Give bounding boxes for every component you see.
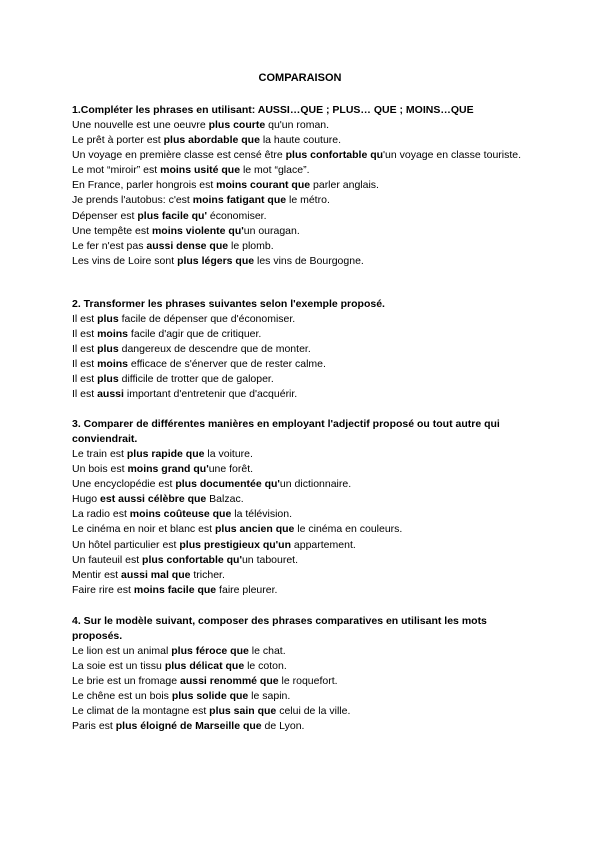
sentence-text: Mentir est xyxy=(72,568,122,581)
sentence-line xyxy=(72,507,532,522)
sentence-text: Il est xyxy=(72,373,98,386)
sentence-text: Une encyclopédie est xyxy=(72,478,176,491)
comparative-bold: plus confortable qu' xyxy=(142,553,242,566)
comparative-bold: plus facile qu' xyxy=(137,209,207,222)
sentence-text: un ouragan. xyxy=(243,224,300,237)
comparative-bold: est aussi célèbre que xyxy=(100,493,207,506)
sentence-text: Faire rire est xyxy=(72,583,134,596)
sentence-text: un tabouret. xyxy=(241,553,299,566)
sentence-text: Le chêne est un bois xyxy=(72,690,172,703)
sentence-line xyxy=(72,193,532,208)
sentence-line xyxy=(72,568,532,583)
sentence-text: appartement. xyxy=(290,538,356,551)
sentence-text: dangereux de descendre que de monter. xyxy=(118,343,311,356)
sentence-line xyxy=(72,689,532,704)
sentence-text: qu'un roman. xyxy=(265,119,330,131)
page-title: COMPARAISON xyxy=(258,72,342,84)
comparative-bold: plus féroce que xyxy=(171,645,249,657)
comparative-bold: plus délicat que xyxy=(164,660,245,673)
sentence-line xyxy=(72,342,532,357)
sentence-text: une forêt. xyxy=(208,463,254,476)
sentence-text: Il est xyxy=(72,328,98,341)
sentence-text: Il est xyxy=(72,313,98,325)
comparative-bold: plus légers que xyxy=(177,254,255,267)
comparative-bold: plus rapide que xyxy=(126,448,205,460)
comparative-bold: moins xyxy=(97,328,129,341)
sentence-text: facile d'agir que de critiquer. xyxy=(128,328,262,341)
sentence-line xyxy=(72,312,532,327)
sentence-line xyxy=(72,163,532,178)
comparative-bold: plus courte xyxy=(208,119,266,131)
sentence-text: 'un voyage en classe touriste. xyxy=(383,149,522,162)
sentence-line xyxy=(72,357,532,372)
sentence-text: celui de la ville. xyxy=(276,705,351,718)
section-2 xyxy=(72,297,532,403)
sentence-text: Le cinéma en noir et blanc est xyxy=(72,523,216,536)
sentence-text: Il est xyxy=(72,343,98,356)
sentence-line xyxy=(72,148,532,163)
sentence-text: La soie est un tissu xyxy=(72,660,165,673)
comparative-bold: plus xyxy=(97,343,119,356)
sentence-text: un dictionnaire. xyxy=(279,478,352,491)
section-3 xyxy=(72,417,532,598)
section-1 xyxy=(72,103,532,269)
sentence-text: Hugo xyxy=(72,493,101,506)
comparative-bold: plus éloigné de Marseille que xyxy=(115,720,262,733)
comparative-bold: aussi renommé que xyxy=(179,675,279,688)
sentence-line xyxy=(72,239,532,254)
sentence-line xyxy=(72,178,532,193)
sentence-text: En France, parler hongrois est xyxy=(72,179,217,192)
sentence-text: Une tempête est xyxy=(72,224,152,237)
sentence-text: Le fer n'est pas xyxy=(72,239,147,252)
sentence-text: Un voyage en première classe est censé être xyxy=(72,149,286,162)
comparative-bold: moins violente qu' xyxy=(151,224,244,237)
sentence-line xyxy=(72,477,532,492)
sentence-text: parler anglais. xyxy=(310,179,379,192)
comparative-bold: plus xyxy=(97,313,119,325)
sentence-text: le roquefort. xyxy=(278,675,338,688)
sentence-text: la haute couture. xyxy=(259,134,342,147)
sentence-text: Un bois est xyxy=(72,463,128,476)
sentence-line xyxy=(72,118,532,133)
sentence-text: Un hôtel particulier est xyxy=(72,538,180,551)
sentence-line xyxy=(72,522,532,537)
sentence-text: économiser. xyxy=(206,209,267,222)
sentence-text: le mot “glace”. xyxy=(240,164,310,177)
sentence-text: tricher. xyxy=(190,568,225,581)
comparative-bold: aussi mal que xyxy=(121,568,191,581)
sentence-text: Les vins de Loire sont xyxy=(72,254,178,267)
section-heading: 1.Compléter les phrases en utilisant: AUSSI…QUE ; PLUS… QUE ; MOINS…QUE xyxy=(72,104,474,116)
sentence-text: Le prêt à porter est xyxy=(72,134,164,147)
sentence-text: Le brie est un fromage xyxy=(72,675,180,688)
sentence-line xyxy=(72,492,532,507)
sentence-text: Un fauteuil est xyxy=(72,553,143,566)
sentence-line xyxy=(72,674,532,689)
sentence-text: difficile de trotter que de galoper. xyxy=(118,373,274,386)
sentence-text: la voiture. xyxy=(204,448,253,460)
comparative-bold: moins usité que xyxy=(160,164,241,177)
sentence-text: La radio est xyxy=(72,508,130,521)
sentence-text: Dépenser est xyxy=(72,209,138,222)
comparative-bold: plus solide que xyxy=(171,690,249,703)
section-heading: 2. Transformer les phrases suivantes selon l'exemple proposé. xyxy=(72,298,385,310)
sentence-text: le chat. xyxy=(248,645,286,657)
sentence-text: Le lion est un animal xyxy=(72,645,172,657)
sentence-text: Le train est xyxy=(72,448,127,460)
sentence-line xyxy=(72,209,532,224)
comparative-bold: plus xyxy=(97,373,119,386)
sentence-text: de Lyon. xyxy=(261,720,305,733)
sentence-text: Je prends l'autobus: c'est xyxy=(72,194,193,207)
sentence-line xyxy=(72,372,532,387)
comparative-bold: moins courant que xyxy=(216,179,311,192)
sentence-line xyxy=(72,659,532,674)
comparative-bold: moins fatigant que xyxy=(192,194,287,207)
sentence-line xyxy=(72,644,532,659)
sentence-line xyxy=(72,704,532,719)
sentence-text: Une nouvelle est une oeuvre xyxy=(72,119,209,131)
sentence-text: Il est xyxy=(72,388,98,401)
sentence-text: le plomb. xyxy=(228,239,274,252)
sentence-text: efficace de s'énerver que de rester calme. xyxy=(128,358,326,371)
sentence-text: faire pleurer. xyxy=(216,583,278,596)
sentence-text: les vins de Bourgogne. xyxy=(254,254,364,267)
sentence-text: le cinéma en couleurs. xyxy=(294,523,403,536)
sentence-text: facile de dépenser que d'économiser. xyxy=(118,313,296,325)
section-heading: 3. Comparer de différentes manières en employant l'adjectif proposé ou tout autre qui conviendrait. xyxy=(72,418,500,445)
sentence-line xyxy=(72,583,532,598)
comparative-bold: plus documentée qu' xyxy=(175,478,280,491)
comparative-bold: plus prestigieux qu'un xyxy=(179,538,291,551)
sentence-line xyxy=(72,224,532,239)
sentence-text: le sapin. xyxy=(248,690,291,703)
comparative-bold: plus abordable que xyxy=(163,134,260,147)
sentence-line xyxy=(72,254,532,269)
sentence-line xyxy=(72,553,532,568)
comparative-bold: plus confortable qu xyxy=(285,149,384,162)
sentence-text: Paris est xyxy=(72,720,116,733)
sentence-text: Le mot “miroir” est xyxy=(72,164,161,177)
comparative-bold: aussi dense que xyxy=(146,239,229,252)
sentence-line xyxy=(72,538,532,553)
sentence-line xyxy=(72,327,532,342)
sentence-text: Il est xyxy=(72,358,98,371)
section-4 xyxy=(72,614,532,735)
sentence-text: la télévision. xyxy=(231,508,293,521)
sentence-line xyxy=(72,447,532,462)
comparative-bold: plus ancien que xyxy=(215,523,295,536)
comparative-bold: aussi xyxy=(97,388,124,401)
sentence-line xyxy=(72,462,532,477)
comparative-bold: moins facile que xyxy=(133,583,217,596)
comparative-bold: moins coûteuse que xyxy=(129,508,232,521)
sentence-text: important d'entretenir que d'acquérir. xyxy=(123,388,298,401)
comparative-bold: moins grand qu' xyxy=(127,463,209,476)
sentence-text: Balzac. xyxy=(206,493,244,506)
comparative-bold: plus sain que xyxy=(209,705,277,718)
sentence-line xyxy=(72,133,532,148)
comparative-bold: moins xyxy=(97,358,129,371)
sentence-text: le coton. xyxy=(244,660,287,673)
sentence-line xyxy=(72,719,532,734)
sentence-line xyxy=(72,387,532,402)
sentence-text: Le climat de la montagne est xyxy=(72,705,210,718)
section-heading: 4. Sur le modèle suivant, composer des phrases comparatives en utilisant les mots proposés. xyxy=(72,615,487,642)
sentence-text: le métro. xyxy=(286,194,330,207)
